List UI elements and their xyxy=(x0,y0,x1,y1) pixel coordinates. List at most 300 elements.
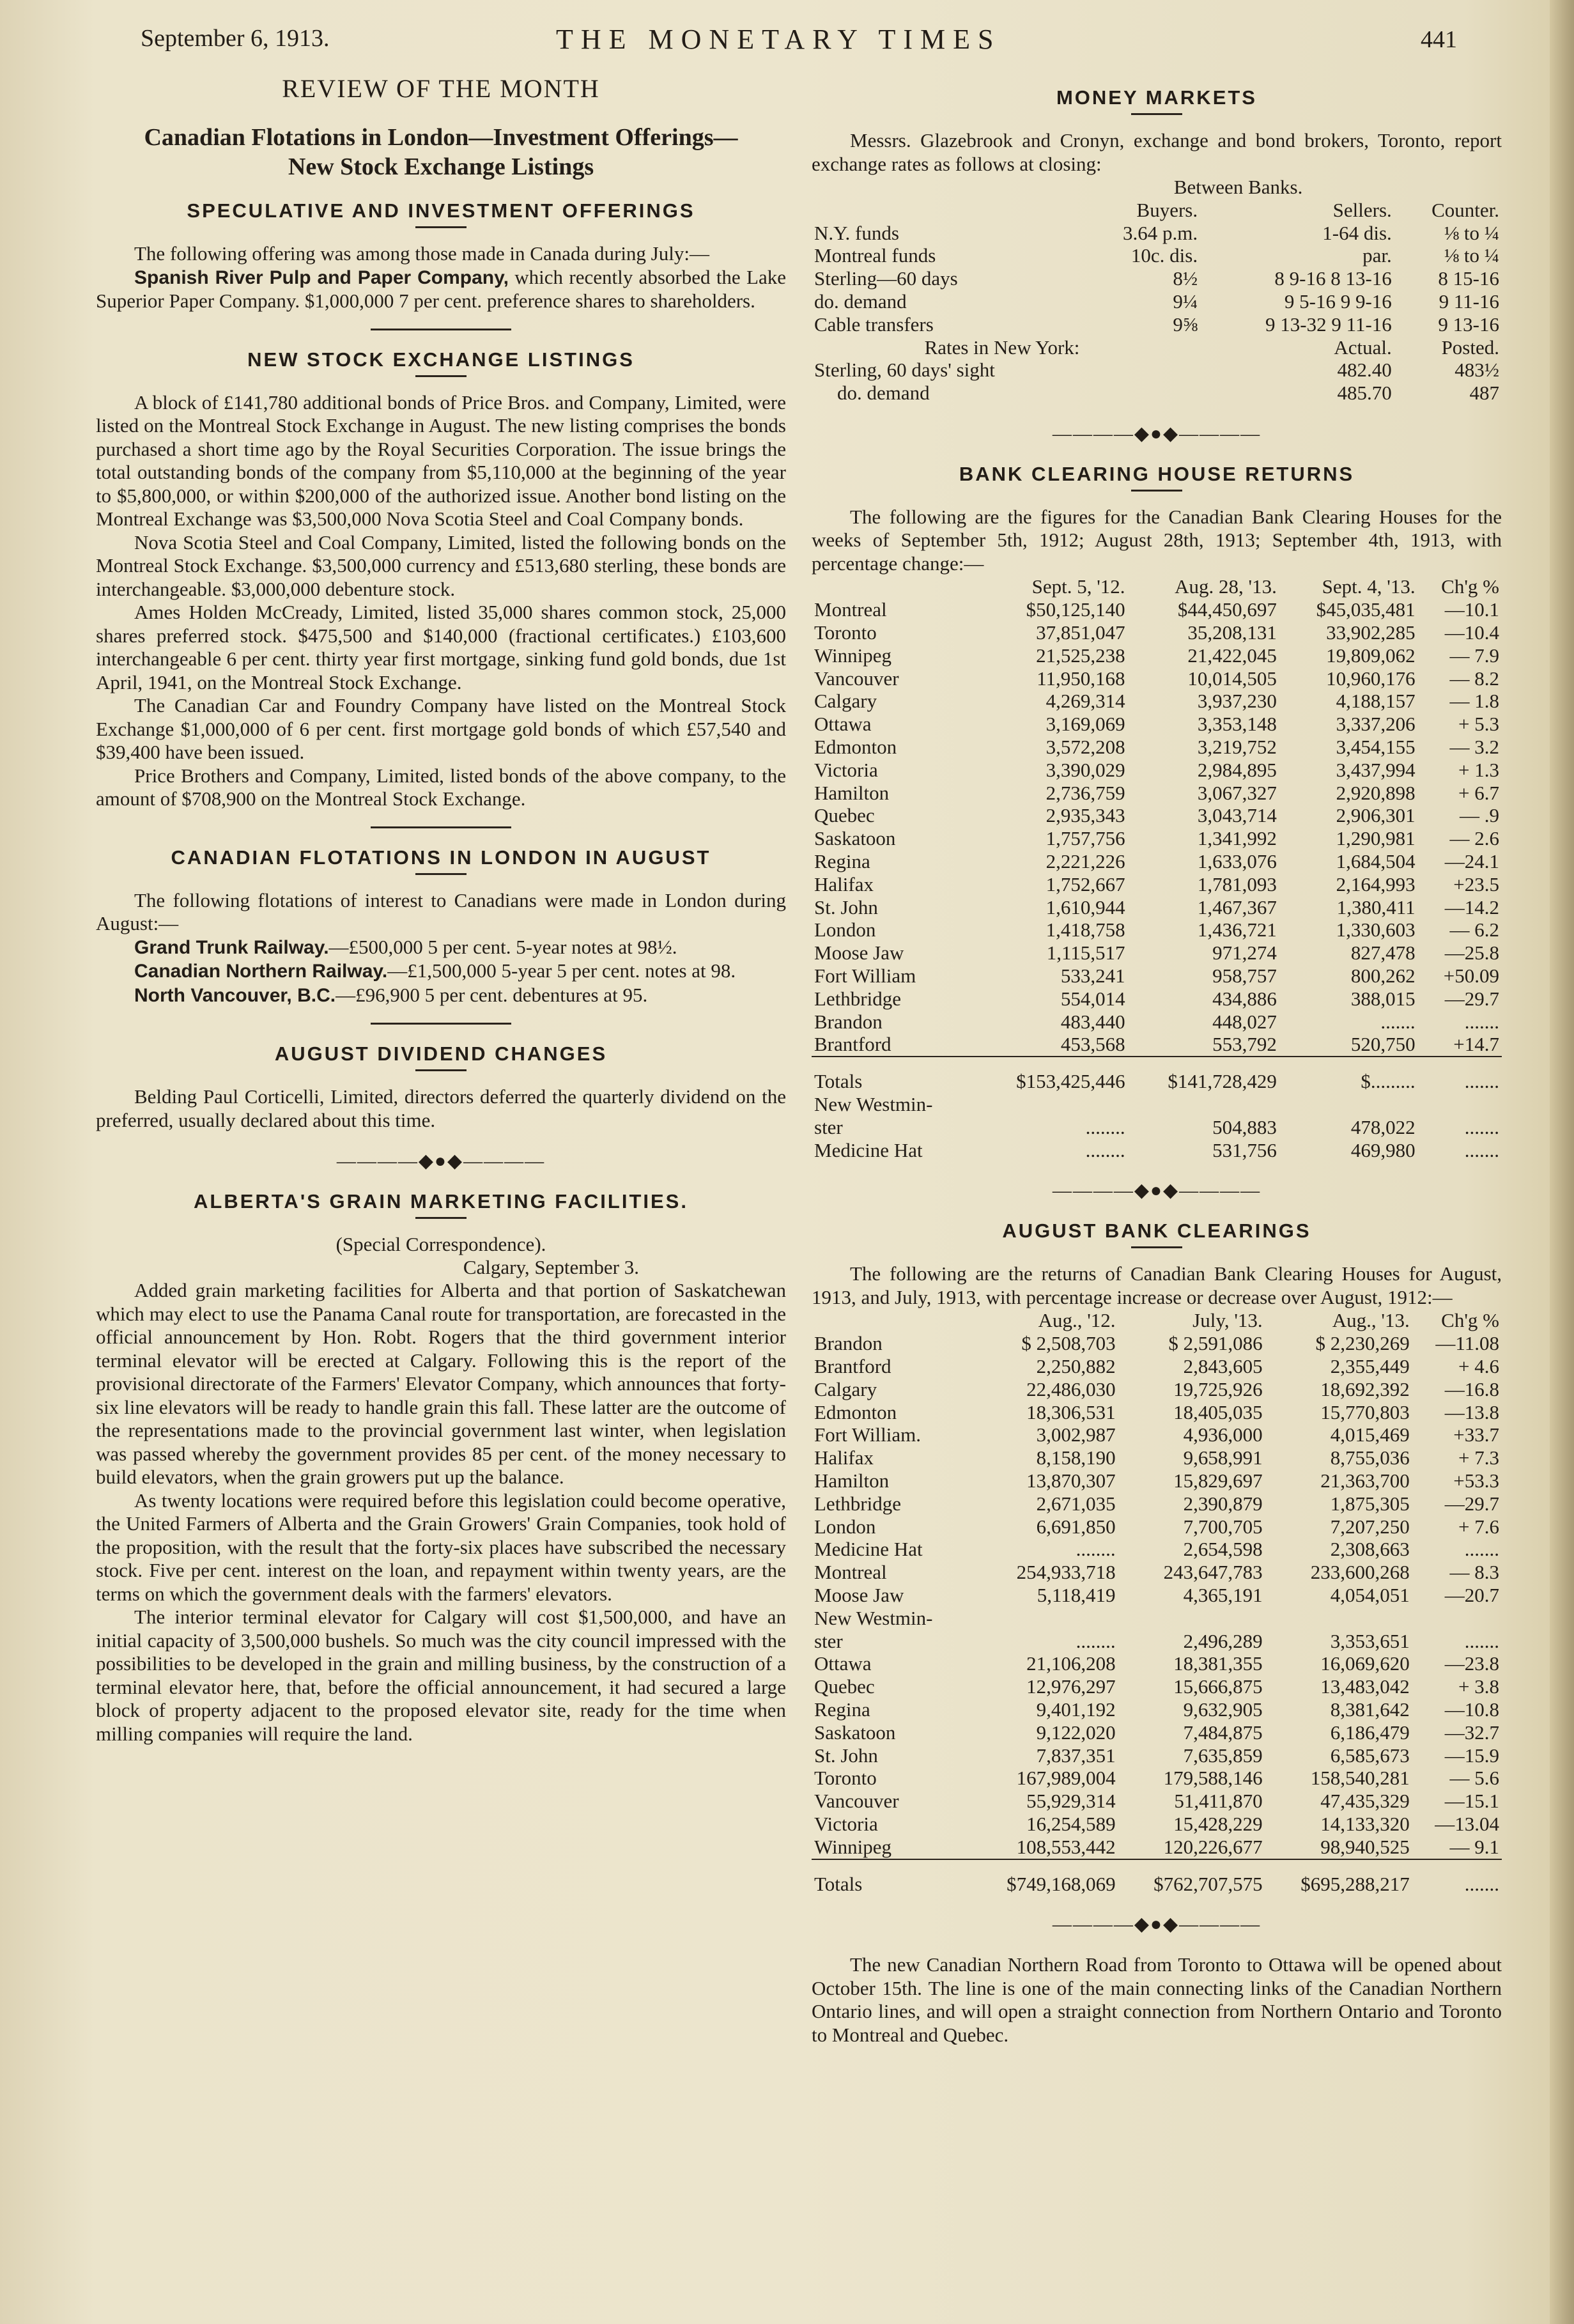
city-name: Medicine Hat xyxy=(814,1538,923,1561)
alberta-heading: ALBERTA'S GRAIN MARKETING FACILITIES. xyxy=(194,1190,688,1212)
railway-note: The new Canadian Northern Road from Toronto to Ottawa will be opened about October 15th. The line is one of the main connecting links of the Canadian Northern Ontario lines, and will open a straight connection from Northern Ontario and Toronto to Montreal and Quebec. xyxy=(812,1953,1502,2046)
table-cell: 9,632,905 xyxy=(1183,1698,1263,1721)
table-cell: 3,169,069 xyxy=(1045,713,1125,736)
table-cell: 2,671,035 xyxy=(1036,1492,1116,1515)
table-cell: —32.7 xyxy=(1444,1721,1499,1744)
table-cell: + 7.6 xyxy=(1458,1515,1499,1538)
table-cell: 4,365,191 xyxy=(1183,1583,1263,1606)
table-cell: — 6.2 xyxy=(1449,918,1499,941)
table-cell: —16.8 xyxy=(1444,1377,1499,1400)
ny-rates-label: Rates in New York: xyxy=(924,336,1080,359)
table-row xyxy=(812,1813,1502,1836)
totals-label: Totals xyxy=(814,1872,863,1895)
column-header: July, '13. xyxy=(1192,1309,1263,1332)
table-cell: 21,363,700 xyxy=(1320,1469,1410,1492)
city-name: Winnipeg xyxy=(814,644,892,667)
table-cell: 1,781,093 xyxy=(1197,872,1277,895)
rate-counter: ⅛ to ¼ xyxy=(1444,221,1499,244)
table-cell: ....... xyxy=(1464,1115,1499,1138)
listings-paragraph: Nova Scotia Steel and Coal Company, Limited, listed the following bonds on the Montreal Stock Exchange. $3,500,000 currency and £513,680 sterling, these bonds are interchangeable. $3,000,000 debenture stock. xyxy=(96,531,786,600)
table-cell: 158,540,281 xyxy=(1310,1767,1410,1790)
table-cell: 2,984,895 xyxy=(1197,758,1277,781)
table-cell: 2,920,898 xyxy=(1336,781,1416,804)
offering-text: which recently absorbed the Lake Superior Paper Company. $1,000,000 7 per cent. preference shares to shareholders. xyxy=(96,265,786,312)
listings-paragraph: Ames Holden McCready, Limited, listed 35,000 shares common stock, 25,000 shares preferred stock. $475,500 and $140,000 (fractional certificates.) £103,600 interchangeable 6 per cent. thirty year first mortgage, sinking fund gold bonds, due 1st April, 1941, on the Montreal Stock Exchange. xyxy=(96,601,786,693)
table-cell: 3,454,155 xyxy=(1336,736,1416,759)
table-cell: 2,935,343 xyxy=(1045,804,1125,827)
table-cell: 35,208,131 xyxy=(1187,621,1277,644)
table-cell: 1,418,758 xyxy=(1045,918,1125,941)
table-cell: 3,353,148 xyxy=(1197,713,1277,736)
speculative-offering xyxy=(96,266,786,313)
table-cell: 19,809,062 xyxy=(1326,644,1416,667)
rate-counter: 9 13-16 xyxy=(1438,313,1499,336)
table-cell: —23.8 xyxy=(1444,1652,1499,1675)
ny-rate-label: do. demand xyxy=(837,382,930,405)
table-cell: $50,125,140 xyxy=(1026,598,1125,621)
city-name: Saskatoon xyxy=(814,827,896,850)
totals-label: Totals xyxy=(814,1070,863,1093)
table-cell: 18,306,531 xyxy=(1026,1400,1116,1423)
city-name: Saskatoon xyxy=(814,1721,896,1744)
ornament-divider: ————◆●◆———— xyxy=(1052,1914,1262,1935)
table-row xyxy=(812,964,1502,988)
issue-date: September 6, 1913. xyxy=(141,25,330,52)
table-cell: —13.04 xyxy=(1435,1812,1499,1835)
table-cell: 2,496,289 xyxy=(1183,1629,1263,1652)
table-row xyxy=(812,1469,1502,1492)
column-header: Ch'g % xyxy=(1441,575,1499,598)
table-cell: 2,308,663 xyxy=(1330,1538,1410,1561)
table-row xyxy=(812,690,1502,713)
table-cell: 179,588,146 xyxy=(1163,1767,1263,1790)
rate-sellers: par. xyxy=(1362,244,1392,267)
august-table xyxy=(812,1309,1502,1895)
rate-counter: 9 11-16 xyxy=(1439,290,1499,313)
totals-row xyxy=(812,1057,1502,1093)
heading-rule xyxy=(415,226,467,228)
col-actual: Actual. xyxy=(1334,336,1392,359)
table-cell: 18,381,355 xyxy=(1173,1652,1263,1675)
table-cell: 3,353,651 xyxy=(1330,1629,1410,1652)
speculative-intro: The following offering was among those made in Canada during July:— xyxy=(134,242,709,265)
table-cell: — 3.2 xyxy=(1449,736,1499,759)
table-header xyxy=(812,1309,1502,1332)
table-row xyxy=(812,621,1502,644)
table-row xyxy=(812,644,1502,667)
table-cell: — 2.6 xyxy=(1449,827,1499,850)
table-cell: —14.2 xyxy=(1444,895,1499,918)
flotation-text: —£500,000 5 per cent. 5-year notes at 98½. xyxy=(328,935,677,958)
table-cell: + 7.3 xyxy=(1458,1446,1499,1469)
table-row xyxy=(812,1116,1502,1139)
table-cell: 971,274 xyxy=(1212,941,1277,964)
table-cell: 8,755,036 xyxy=(1330,1446,1410,1469)
table-cell: 6,691,850 xyxy=(1036,1515,1116,1538)
table-cell: 3,002,987 xyxy=(1036,1423,1116,1446)
table-cell: 1,684,504 xyxy=(1336,850,1416,873)
table-cell: 233,600,268 xyxy=(1310,1561,1410,1584)
table-cell: 2,843,605 xyxy=(1183,1354,1263,1377)
table-row xyxy=(812,782,1502,805)
table-cell: 958,757 xyxy=(1212,964,1277,988)
table-cell: 37,851,047 xyxy=(1036,621,1125,644)
flotations-heading: CANADIAN FLOTATIONS IN LONDON IN AUGUST xyxy=(171,846,711,869)
dividend-text: Belding Paul Corticelli, Limited, directors deferred the quarterly dividend on the preferred, usually declared about this time. xyxy=(96,1085,786,1131)
heading-rule xyxy=(415,375,467,377)
city-name: Vancouver xyxy=(814,667,899,690)
flotation-item xyxy=(96,984,786,1008)
table-cell: 1,380,411 xyxy=(1336,895,1416,918)
alberta-paragraph: As twenty locations were required before this legislation could become operative, the United Farmers of Alberta and the Grain Growers' Grain Companies, took hold of the proposition, with the result that the forty-six places have subscribed the necessary stock. Five per cent. interest on the loan, and repayment within twenty years, are the terms on which the government deals with the farmers' elevators. xyxy=(96,1489,786,1605)
table-cell: 2,390,879 xyxy=(1183,1492,1263,1515)
table-cell: —15.1 xyxy=(1444,1790,1499,1813)
table-cell: 1,341,992 xyxy=(1197,827,1277,850)
dividend-heading: AUGUST DIVIDEND CHANGES xyxy=(274,1042,608,1065)
table-cell: 7,837,351 xyxy=(1036,1744,1116,1767)
table-cell: 4,054,051 xyxy=(1330,1583,1410,1606)
table-row xyxy=(812,1721,1502,1744)
table-cell: 11,950,168 xyxy=(1037,667,1125,690)
table-cell: 13,870,307 xyxy=(1026,1469,1116,1492)
table-header xyxy=(812,575,1502,598)
ny-rate-label: Sterling, 60 days' sight xyxy=(814,359,995,382)
table-cell: — 5.6 xyxy=(1449,1767,1499,1790)
ornament-divider: ————◆●◆———— xyxy=(336,1150,546,1172)
table-cell: —29.7 xyxy=(1444,1492,1499,1515)
table-cell: +33.7 xyxy=(1453,1423,1499,1446)
table-row xyxy=(812,244,1502,267)
table-cell: 3,067,327 xyxy=(1197,781,1277,804)
table-cell: 55,929,314 xyxy=(1026,1790,1116,1813)
table-row xyxy=(812,222,1502,245)
table-cell: 531,756 xyxy=(1212,1138,1277,1161)
table-cell: 21,422,045 xyxy=(1187,644,1277,667)
table-cell: 1,875,305 xyxy=(1330,1492,1410,1515)
table-row xyxy=(812,667,1502,690)
rate-label: Cable transfers xyxy=(814,313,934,336)
city-name: Brantford xyxy=(814,1033,891,1056)
table-header xyxy=(812,336,1502,359)
table-row xyxy=(812,759,1502,782)
table-cell: ....... xyxy=(1464,1010,1499,1033)
table-row xyxy=(812,1093,1502,1116)
table-cell: 15,666,875 xyxy=(1173,1675,1263,1698)
ny-rate-posted: 487 xyxy=(1469,382,1499,405)
table-cell: 800,262 xyxy=(1350,964,1416,988)
city-name: Calgary xyxy=(814,1377,877,1400)
table-row xyxy=(812,736,1502,759)
table-cell: 7,635,859 xyxy=(1183,1744,1263,1767)
alberta-paragraph: The interior terminal elevator for Calgary will cost $1,500,000, and have an initial capacity of 3,500,000 bushels. So much was the city council impressed with the possibilities to be developed in the grain and milling business, by the construction of a terminal elevator here, that, before the official announcement, it had secured a large block of property adjacent to the proposed elevator site, ready for the time when milling companies will require the land. xyxy=(96,1606,786,1745)
table-cell: 1,610,944 xyxy=(1045,895,1125,918)
table-cell: 9,122,020 xyxy=(1036,1721,1116,1744)
listings-paragraph: Price Brothers and Company, Limited, listed bonds of the above company, to the amount of $708,900 on the Montreal Stock Exchange. xyxy=(96,764,786,810)
rate-label: Montreal funds xyxy=(814,244,936,267)
column-header: Ch'g % xyxy=(1441,1309,1499,1332)
table-cell: 18,405,035 xyxy=(1173,1400,1263,1423)
col-counter: Counter. xyxy=(1431,198,1499,221)
table-row xyxy=(812,1538,1502,1561)
table-cell: —15.9 xyxy=(1444,1744,1499,1767)
table-cell: 15,829,697 xyxy=(1173,1469,1263,1492)
totals-cell: ....... xyxy=(1464,1070,1499,1093)
table-row xyxy=(812,873,1502,896)
table-cell: 243,647,783 xyxy=(1163,1561,1263,1584)
table-row xyxy=(812,1492,1502,1515)
table-cell: 98,940,525 xyxy=(1320,1835,1410,1858)
rate-counter: ⅛ to ¼ xyxy=(1444,244,1499,267)
table-cell: 469,980 xyxy=(1350,1138,1416,1161)
city-name: ster xyxy=(814,1115,843,1138)
table-cell: 21,525,238 xyxy=(1036,644,1125,667)
table-cell: 483,440 xyxy=(1060,1010,1125,1033)
rate-sellers: 9 5-16 9 9-16 xyxy=(1284,290,1392,313)
city-name: Lethbridge xyxy=(814,1492,902,1515)
rate-buyers: 3.64 p.m. xyxy=(1122,221,1198,244)
dateline: Calgary, September 3. xyxy=(463,1256,639,1278)
table-cell: 2,221,226 xyxy=(1045,850,1125,873)
table-cell: — 1.8 xyxy=(1449,690,1499,713)
table-cell: 1,115,517 xyxy=(1046,941,1125,964)
table-cell: 504,883 xyxy=(1212,1115,1277,1138)
table-cell: —29.7 xyxy=(1444,987,1499,1010)
table-cell: —11.08 xyxy=(1435,1332,1499,1355)
table-cell: 3,390,029 xyxy=(1045,758,1125,781)
section-divider xyxy=(371,826,511,828)
table-cell: 7,207,250 xyxy=(1330,1515,1410,1538)
clearing-intro: The following are the figures for the Canadian Bank Clearing Houses for the weeks of September 5th, 1912; August 28th, 1913; September 4th, 1913, with percentage change:— xyxy=(812,505,1502,575)
city-name: Regina xyxy=(814,850,870,873)
table-cell: 2,736,759 xyxy=(1045,781,1125,804)
city-name: Toronto xyxy=(814,1767,877,1790)
flotation-item xyxy=(96,936,786,960)
table-cell: 19,725,926 xyxy=(1173,1377,1263,1400)
heading-rule xyxy=(1131,113,1182,115)
rate-buyers: 9¼ xyxy=(1173,290,1198,313)
totals-cell: $153,425,446 xyxy=(1016,1070,1125,1093)
table-cell xyxy=(1128,1093,1279,1116)
table-row xyxy=(812,1790,1502,1813)
rate-counter: 8 15-16 xyxy=(1438,267,1499,290)
city-name: Winnipeg xyxy=(814,1835,892,1858)
table-cell: 13,483,042 xyxy=(1320,1675,1410,1698)
city-name: Regina xyxy=(814,1698,870,1721)
table-cell: 1,436,721 xyxy=(1197,918,1277,941)
table-cell: + 3.8 xyxy=(1458,1675,1499,1698)
table-cell: +53.3 xyxy=(1453,1469,1499,1492)
rate-buyers: 10c. dis. xyxy=(1130,244,1198,267)
table-cell xyxy=(1265,1607,1412,1630)
listings-paragraph: A block of £141,780 additional bonds of Price Bros. and Company, Limited, were listed on the Montreal Stock Exchange in August. The new listing comprises the bonds purchased a short time ago by the Royal Securities Corporation. The issue brings the total outstanding bonds of the company from $5,110,000 at the beginning of the year to $5,800,000, or within $200,000 of the authorized issue. Another bond listing on the Montreal Exchange was $3,500,000 Nova Scotia Steel and Coal Company bonds. xyxy=(96,391,786,530)
clearing-heading: BANK CLEARING HOUSE RETURNS xyxy=(959,462,1355,485)
table-cell: 8,158,190 xyxy=(1036,1446,1116,1469)
right-column xyxy=(812,67,1502,2047)
city-name: Ottawa xyxy=(814,1652,872,1675)
city-name: Victoria xyxy=(814,758,878,781)
column-header: Aug., '13. xyxy=(1332,1309,1410,1332)
table-row xyxy=(812,1446,1502,1469)
table-cell: 15,770,803 xyxy=(1320,1400,1410,1423)
column-header: Aug., '12. xyxy=(1038,1309,1116,1332)
city-name: Brantford xyxy=(814,1354,891,1377)
table-cell: +14.7 xyxy=(1453,1033,1499,1056)
table-cell xyxy=(1279,1093,1418,1116)
table-row xyxy=(812,1584,1502,1607)
table-cell: + 1.3 xyxy=(1458,758,1499,781)
table-cell xyxy=(1418,1093,1502,1116)
table-cell: ....... xyxy=(1464,1538,1499,1561)
city-name: Fort William xyxy=(814,964,916,988)
table-cell: 1,757,756 xyxy=(1045,827,1125,850)
table-cell: $45,035,481 xyxy=(1316,598,1416,621)
table-cell: 5,118,419 xyxy=(1037,1583,1116,1606)
rate-sellers: 1-64 dis. xyxy=(1322,221,1392,244)
table-cell: 1,330,603 xyxy=(1336,918,1416,941)
table-cell: + 6.7 xyxy=(1458,781,1499,804)
table-cell: $ 2,230,269 xyxy=(1315,1332,1410,1355)
column-header: Sept. 4, '13. xyxy=(1322,575,1416,598)
table-cell: 1,633,076 xyxy=(1197,850,1277,873)
table-cell xyxy=(1412,1607,1502,1630)
table-cell: ....... xyxy=(1464,1629,1499,1652)
table-cell: 388,015 xyxy=(1350,987,1416,1010)
totals-cell: $749,168,069 xyxy=(1007,1872,1116,1895)
money-intro: Messrs. Glazebrook and Cronyn, exchange and bond brokers, Toronto, report exchange rates as follows at closing: xyxy=(812,129,1502,175)
table-cell: 10,960,176 xyxy=(1326,667,1416,690)
flotation-name: North Vancouver, B.C. xyxy=(134,984,336,1006)
table-cell: 167,989,004 xyxy=(1016,1767,1116,1790)
table-cell: 448,027 xyxy=(1212,1010,1277,1033)
table-row xyxy=(812,1401,1502,1424)
table-cell: 108,553,442 xyxy=(1016,1835,1116,1858)
table-cell: — 8.2 xyxy=(1449,667,1499,690)
review-title: REVIEW OF THE MONTH xyxy=(282,74,600,103)
flotation-name: Grand Trunk Railway. xyxy=(134,936,329,958)
table-cell: 2,906,301 xyxy=(1336,804,1416,827)
table-cell: 4,015,469 xyxy=(1330,1423,1410,1446)
city-name: Medicine Hat xyxy=(814,1138,923,1161)
table-header xyxy=(812,176,1502,199)
ornament-divider: ————◆●◆———— xyxy=(1052,422,1262,444)
table-cell: 3,437,994 xyxy=(1336,758,1416,781)
table-cell: 15,428,229 xyxy=(1173,1812,1263,1835)
table-cell: ........ xyxy=(1076,1629,1116,1652)
city-name: Brandon xyxy=(814,1010,883,1033)
table-cell: 6,585,673 xyxy=(1330,1744,1410,1767)
table-cell: 4,269,314 xyxy=(1045,690,1125,713)
city-name: Montreal xyxy=(814,598,887,621)
august-heading: AUGUST BANK CLEARINGS xyxy=(1002,1220,1311,1243)
ornament-divider: ————◆●◆———— xyxy=(1052,1180,1262,1202)
table-cell: 120,226,677 xyxy=(1163,1835,1263,1858)
table-row xyxy=(812,918,1502,941)
table-cell: — 9.1 xyxy=(1449,1835,1499,1858)
offering-company: Spanish River Pulp and Paper Company, xyxy=(134,267,509,288)
table-row xyxy=(812,1332,1502,1355)
table-cell: 18,692,392 xyxy=(1320,1377,1410,1400)
city-name: New Westmin- xyxy=(814,1606,933,1629)
table-cell: 22,486,030 xyxy=(1026,1377,1116,1400)
table-cell: —24.1 xyxy=(1444,850,1499,873)
city-name: Calgary xyxy=(814,690,877,713)
table-row xyxy=(812,1378,1502,1401)
table-cell: 3,043,714 xyxy=(1197,804,1277,827)
rate-buyers: 9⅝ xyxy=(1173,313,1198,336)
flotation-text: —£96,900 5 per cent. debentures at 95. xyxy=(336,983,648,1006)
table-cell: 453,568 xyxy=(1060,1033,1125,1056)
listings-heading: NEW STOCK EXCHANGE LISTINGS xyxy=(247,348,635,371)
city-name: ster xyxy=(814,1629,843,1652)
money-markets-heading: MONEY MARKETS xyxy=(1056,86,1257,109)
table-cell: 4,188,157 xyxy=(1336,690,1416,713)
city-name: New Westmin- xyxy=(814,1093,933,1115)
city-name: London xyxy=(814,918,876,941)
table-cell: +50.09 xyxy=(1443,964,1499,988)
flotation-text: —£1,500,000 5-year 5 per cent. notes at 98. xyxy=(387,959,736,982)
rate-label: N.Y. funds xyxy=(814,221,899,244)
left-column xyxy=(96,67,786,1746)
flotation-item xyxy=(96,959,786,984)
table-cell: 10,014,505 xyxy=(1187,667,1277,690)
table-cell: 21,106,208 xyxy=(1026,1652,1116,1675)
table-cell: 434,886 xyxy=(1212,987,1277,1010)
subtitle-line-1: Canadian Flotations in London—Investment Offerings— xyxy=(144,124,738,151)
table-cell: 3,937,230 xyxy=(1197,690,1277,713)
table-row xyxy=(812,1630,1502,1653)
table-row xyxy=(812,1561,1502,1584)
table-cell: 16,069,620 xyxy=(1320,1652,1410,1675)
totals-cell: $695,288,217 xyxy=(1300,1872,1410,1895)
ny-rate-actual: 485.70 xyxy=(1337,382,1392,405)
table-row xyxy=(812,1836,1502,1859)
table-cell: 6,186,479 xyxy=(1330,1721,1410,1744)
rate-buyers: 8½ xyxy=(1173,267,1198,290)
subtitle-line-2: New Stock Exchange Listings xyxy=(288,153,594,180)
table-cell: ........ xyxy=(1085,1115,1125,1138)
table-row xyxy=(812,359,1502,382)
table-cell: 8,381,642 xyxy=(1330,1698,1410,1721)
table-cell: 9,658,991 xyxy=(1183,1446,1263,1469)
totals-cell: ....... xyxy=(1464,1872,1499,1895)
running-header xyxy=(141,24,1457,63)
table-cell: 33,902,285 xyxy=(1326,621,1416,644)
table-cell: 47,435,329 xyxy=(1320,1790,1410,1813)
totals-row xyxy=(812,1860,1502,1896)
table-cell: 16,254,589 xyxy=(1026,1812,1116,1835)
table-row xyxy=(812,896,1502,919)
table-cell: — 8.3 xyxy=(1449,1561,1499,1584)
table-row xyxy=(812,1423,1502,1446)
table-cell: 2,164,993 xyxy=(1336,872,1416,895)
rate-sellers: 9 13-32 9 11-16 xyxy=(1265,313,1392,336)
between-banks-label: Between Banks. xyxy=(1173,176,1303,198)
listings-paragraph: The Canadian Car and Foundry Company have listed on the Montreal Stock Exchange $1,000,000 of 6 per cent. first mortgage gold bonds of which £57,540 and $39,400 have been issued. xyxy=(96,694,786,763)
city-name: Halifax xyxy=(814,1446,874,1469)
table-cell: 9,401,192 xyxy=(1036,1698,1116,1721)
city-name: St. John xyxy=(814,1744,878,1767)
review-subtitle xyxy=(96,123,786,182)
heading-rule xyxy=(1131,490,1182,492)
table-cell: 533,241 xyxy=(1060,964,1125,988)
city-name: Brandon xyxy=(814,1332,883,1355)
city-name: Ottawa xyxy=(814,713,872,736)
table-cell: —25.8 xyxy=(1444,941,1499,964)
city-name: Quebec xyxy=(814,1675,875,1698)
speculative-heading: SPECULATIVE AND INVESTMENT OFFERINGS xyxy=(187,199,695,222)
heading-rule xyxy=(415,1069,467,1071)
ny-rate-actual: 482.40 xyxy=(1337,359,1392,382)
